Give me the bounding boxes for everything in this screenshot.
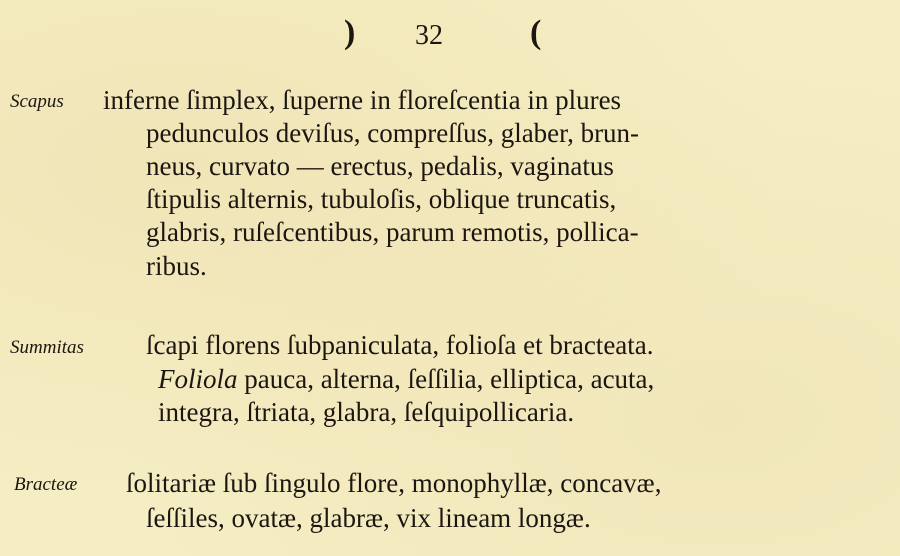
entry-line: inferne ſimplex, ſuperne in floreſcentia in plures [103,85,622,115]
header-left-paren: ) [344,14,356,51]
entry-term: Bracteæ [14,474,78,495]
entry-line-text: pauca, alterna, ſeſſilia, elliptica, acuta, [244,364,655,394]
entry-line: glabris, ruſeſcentibus, parum remotis, pollica- [146,217,639,247]
page-header [0,14,900,58]
inline-term: Foliola [158,364,238,394]
entry-line: ſcapi florens ſubpaniculata, folioſa et bracteata. [146,330,654,360]
entry-line: integra, ſtriata, glabra, ſeſquipollicaria. [158,397,575,427]
entry-term: Summitas [10,337,84,358]
entry-line: neus, curvato — erectus, pedalis, vaginatus [146,151,614,181]
entry-line: pedunculos deviſus, compreſſus, glaber, brun- [146,118,640,148]
entry-line: ſeſſiles, ovatæ, glabræ, vix lineam longæ. [146,503,591,533]
header-right-paren: ( [530,14,542,51]
entry-line: ſolitariæ ſub ſingulo flore, monophyllæ, concavæ, [126,468,662,498]
entry-line: ſtipulis alternis, tubuloſis, oblique truncatis, [146,184,617,214]
entry-line-with-term [158,364,654,394]
entry-line: ribus. [146,251,207,281]
page-number: 32 [415,20,443,51]
entry-term: Scapus [10,91,64,112]
